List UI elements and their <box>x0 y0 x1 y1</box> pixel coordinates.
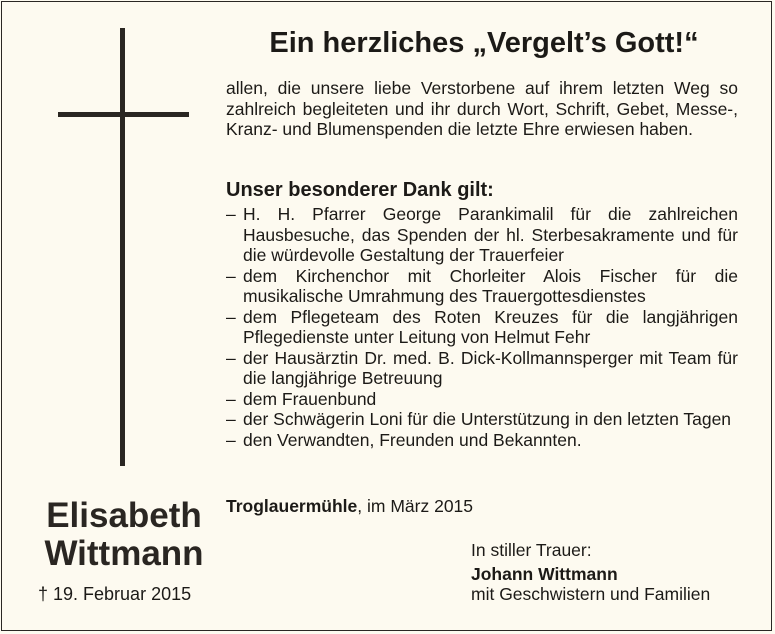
deceased-first-name: Elisabeth <box>46 496 202 535</box>
cross-icon-bar <box>58 112 189 117</box>
place-town: Troglauermühle <box>226 496 358 516</box>
list-item <box>226 409 738 430</box>
list-item-text: dem Kirchenchor mit Chorleiter Alois Fischer für die musikalische Umrahmung des Trauergottesdienstes <box>243 265 738 306</box>
dash-icon: – <box>226 265 236 286</box>
thanks-list <box>226 204 738 450</box>
list-item <box>226 430 738 451</box>
list-item-text: den Verwandten, Freunden und Bekannten. <box>243 429 582 450</box>
intro-text: allen, die unsere liebe Verstorbene auf ihrem letzten Weg so zahlreich begleiteten und ihr durch Wort, Schrift, Gebet, Messe-, Kranz- und Blumenspenden die letzte Ehre erwiesen haben. <box>226 78 738 139</box>
deceased-last-name: Wittmann <box>44 534 204 573</box>
mourning-label: In stiller Trauer: <box>471 540 592 560</box>
list-item <box>226 348 738 389</box>
dash-icon: – <box>226 429 236 450</box>
death-date: † 19. Februar 2015 <box>38 584 192 604</box>
place-date <box>226 495 473 517</box>
notice-title: Ein herzliches „Vergelt’s Gott!“ <box>269 27 699 59</box>
dash-icon: – <box>226 347 236 368</box>
list-item <box>226 266 738 307</box>
thanks-heading: Unser besonderer Dank gilt: <box>226 179 494 201</box>
dash-icon: – <box>226 204 236 224</box>
dash-icon: – <box>226 306 236 327</box>
list-item-text: dem Frauenbund <box>243 388 377 409</box>
mourner-family: mit Geschwistern und Familien <box>471 584 711 604</box>
list-item-text: dem Pflegeteam des Roten Kreuzes für die langjährigen Pflegedienste unter Leitung von Helmut Fehr <box>243 306 738 347</box>
dash-icon: – <box>226 409 236 429</box>
list-item <box>226 307 738 348</box>
place-date-text: , im März 2015 <box>357 496 474 516</box>
dash-icon: – <box>226 388 236 409</box>
list-item-text: der Schwägerin Loni für die Unterstützung in den letzten Tagen <box>243 409 732 429</box>
list-item-text: der Hausärztin Dr. med. B. Dick-Kollmannsperger mit Team für die langjährige Betreuung <box>243 347 738 388</box>
list-item <box>226 389 738 410</box>
mourner-name: Johann Wittmann <box>471 564 618 584</box>
list-item <box>226 204 738 266</box>
list-item-text: H. H. Pfarrer George Parankimalil für die zahlreichen Hausbesuche, das Spenden der hl. Sterbesakramente und für die würdevolle Gestaltung der Trauerfeier <box>243 204 738 265</box>
cross-icon <box>120 28 125 466</box>
